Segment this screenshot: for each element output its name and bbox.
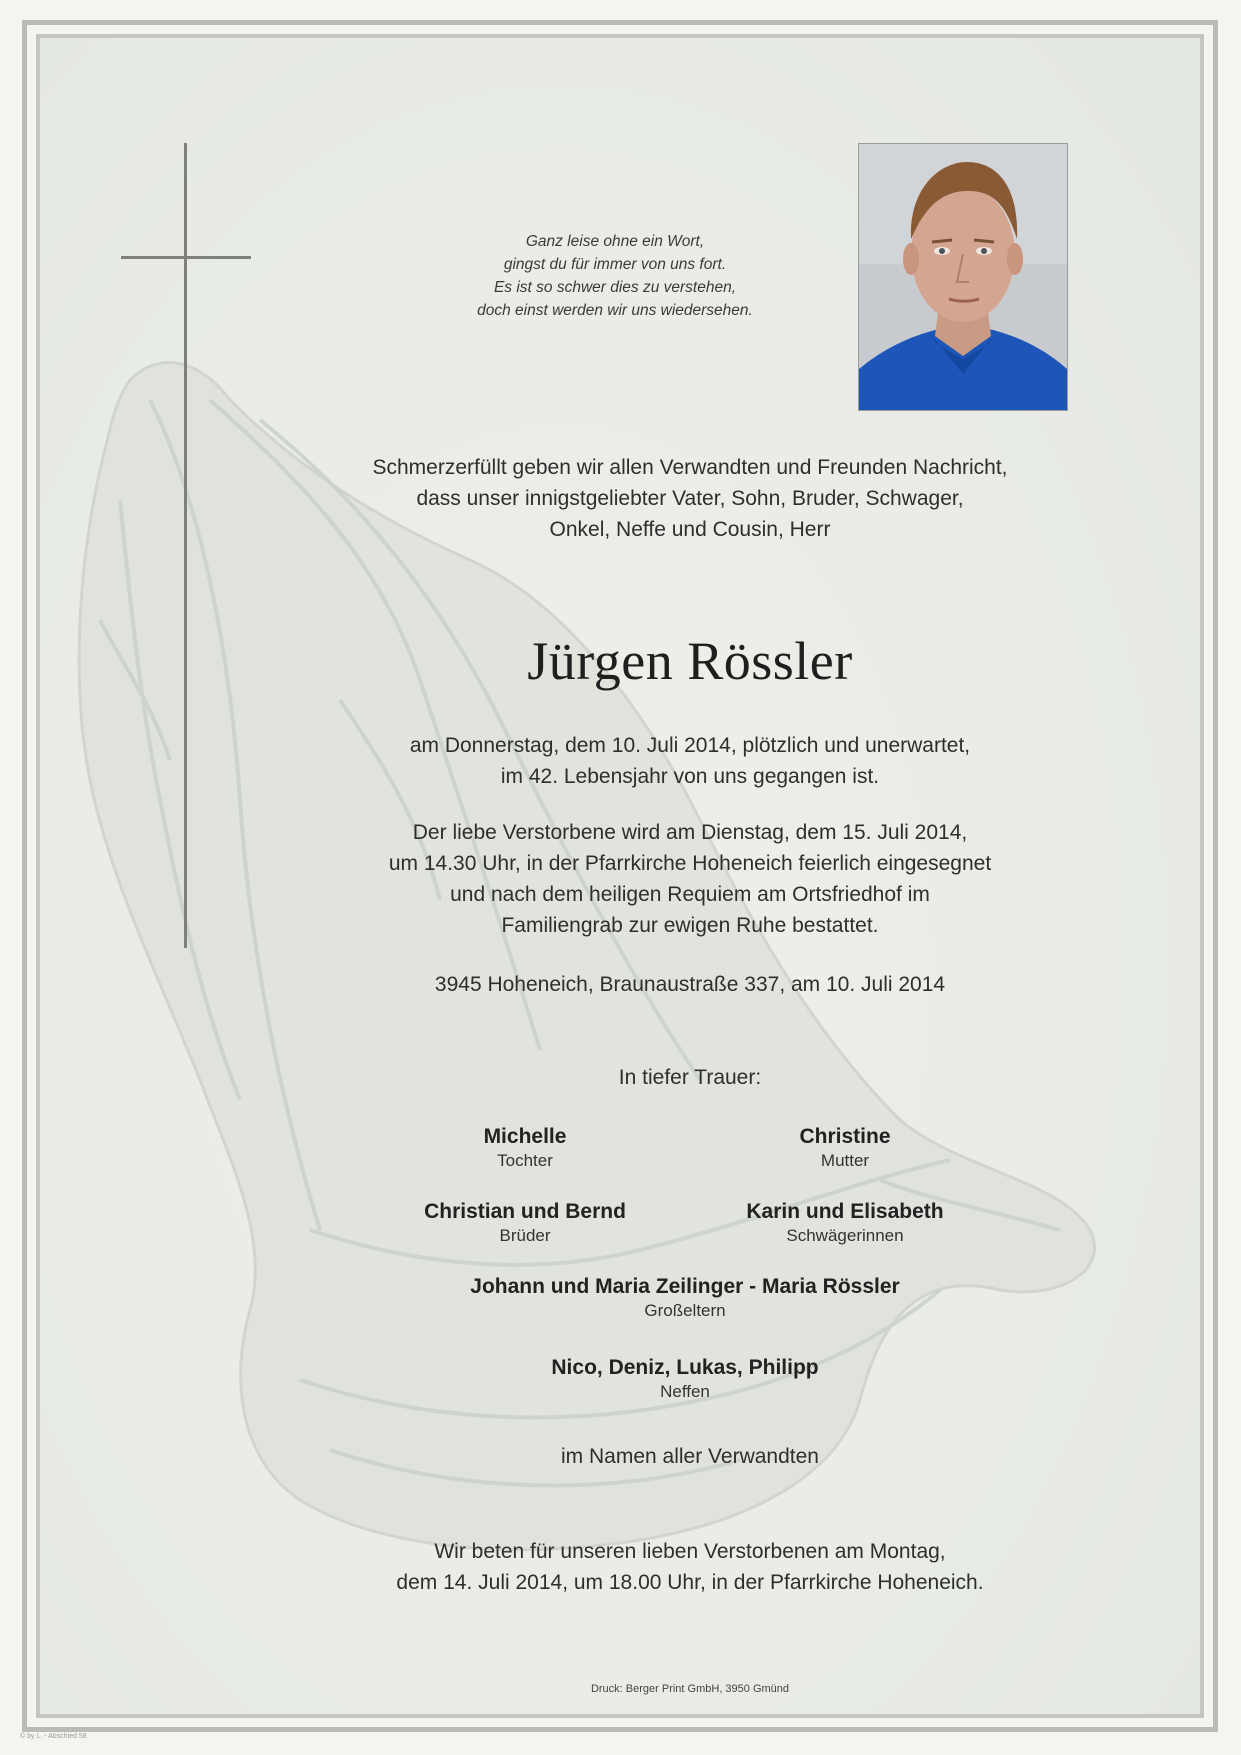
death-notice <box>240 730 1140 792</box>
prayer-line: Wir beten für unseren lieben Verstorbenen am Montag, <box>434 1540 946 1563</box>
poem-line: Es ist so schwer dies zu verstehen, <box>493 279 737 296</box>
death-line: im 42. Lebensjahr von uns gegangen ist. <box>500 765 880 788</box>
poem-line: gingst du für immer von uns fort. <box>503 256 727 273</box>
funeral-line: Familiengrab zur ewigen Ruhe bestattet. <box>501 914 879 937</box>
memorial-poem <box>440 230 790 322</box>
mourner-relation: Brüder <box>499 1226 551 1245</box>
mourner-name: Christian und Bernd <box>424 1200 626 1223</box>
mourner-relation: Mutter <box>820 1151 870 1170</box>
poem-line: doch einst werden wir uns wiedersehen. <box>477 302 753 319</box>
place-date: 3945 Hoheneich, Braunaustraße 337, am 10. Juli 2014 <box>434 973 946 996</box>
mourner-entry <box>380 1200 670 1246</box>
deceased-name: Jürgen Rössler <box>527 631 853 691</box>
intro-line: dass unser innigstgeliebter Vater, Sohn, Bruder, Schwager, <box>416 487 964 510</box>
mourner-name: Karin und Elisabeth <box>746 1200 944 1223</box>
mourner-relation: Neffen <box>660 1382 710 1401</box>
mourner-name: Christine <box>799 1125 891 1148</box>
cross-vertical-bar <box>184 143 187 948</box>
prayer-notice <box>240 1536 1140 1598</box>
mourner-relation: Schwägerinnen <box>786 1226 904 1245</box>
mourner-entry <box>340 1275 1030 1321</box>
mourner-relation: Tochter <box>497 1151 553 1170</box>
mourner-entry <box>700 1200 990 1246</box>
printer-credit: Druck: Berger Print GmbH, 3950 Gmünd <box>590 1683 790 1695</box>
intro-line: Schmerzerfüllt geben wir allen Verwandten und Freunden Nachricht, <box>372 456 1008 479</box>
on-behalf-line: im Namen aller Verwandten <box>561 1445 819 1468</box>
mourner-name: Johann und Maria Zeilinger - Maria Rössler <box>470 1275 900 1298</box>
mourner-entry <box>440 1356 930 1402</box>
mourner-name: Michelle <box>483 1125 567 1148</box>
mourning-heading: In tiefer Trauer: <box>618 1066 762 1089</box>
funeral-details <box>240 817 1140 941</box>
prayer-line: dem 14. Juli 2014, um 18.00 Uhr, in der Pfarrkirche Hoheneich. <box>396 1571 984 1594</box>
cross-horizontal-bar <box>121 256 251 259</box>
death-line: am Donnerstag, dem 10. Juli 2014, plötzlich und unerwartet, <box>409 734 971 757</box>
corner-mark: © by L. - Abschied 58 <box>20 1733 87 1740</box>
mourner-entry <box>700 1125 990 1171</box>
funeral-line: Der liebe Verstorbene wird am Dienstag, dem 15. Juli 2014, <box>412 821 968 844</box>
mourner-relation: Großeltern <box>644 1301 726 1320</box>
mourner-entry <box>380 1125 670 1171</box>
portrait-photo <box>858 143 1068 411</box>
poem-line: Ganz leise ohne ein Wort, <box>525 233 705 250</box>
funeral-line: und nach dem heiligen Requiem am Ortsfriedhof im <box>450 883 930 906</box>
mourner-name: Nico, Deniz, Lukas, Philipp <box>551 1356 819 1379</box>
intro-line: Onkel, Neffe und Cousin, Herr <box>549 518 831 541</box>
announcement-intro <box>240 452 1140 545</box>
funeral-line: um 14.30 Uhr, in der Pfarrkirche Hoheneich feierlich eingesegnet <box>388 852 992 875</box>
